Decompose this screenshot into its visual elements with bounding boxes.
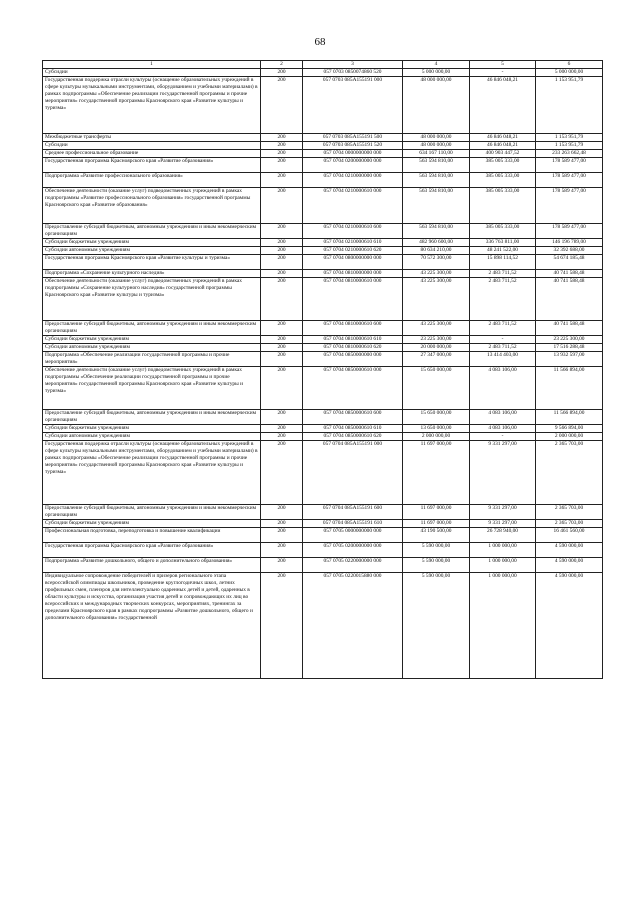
row-value-cell: 200: [261, 270, 303, 278]
table-row: [43, 352, 603, 367]
table-row: [43, 425, 603, 433]
row-value-cell: 5 000 000,00: [403, 69, 470, 77]
column-header: 5: [470, 61, 536, 69]
row-value-cell: 5 590 000,00: [403, 543, 470, 558]
row-value-cell: 057 0704 0210000610 610: [303, 239, 403, 247]
row-value-cell: 200: [261, 134, 303, 142]
row-value-cell: 46 846 048,21: [470, 142, 536, 150]
row-value-cell: 2 483 711,52: [470, 344, 536, 352]
row-name-cell: Государственная программа Красноярского края «Развитие образования»: [43, 543, 261, 558]
row-name-cell: Предоставление субсидий бюджетным, автономным учреждениям и иным некоммерческим организациям: [43, 224, 261, 239]
row-value-cell: 200: [261, 239, 303, 247]
row-value-cell: -: [470, 69, 536, 77]
row-value-cell: 200: [261, 158, 303, 173]
row-value-cell: 2 365 703,00: [536, 441, 603, 505]
row-value-cell: 200: [261, 520, 303, 528]
table-row: [43, 188, 603, 224]
row-value-cell: 200: [261, 528, 303, 543]
row-value-cell: 200: [261, 573, 303, 679]
table-row: [43, 441, 603, 505]
table-row: [43, 528, 603, 543]
row-value-cell: 200: [261, 173, 303, 188]
table-row: [43, 255, 603, 270]
row-value-cell: 563 594 810,00: [403, 173, 470, 188]
row-value-cell: 5 590 000,00: [403, 558, 470, 573]
row-value-cell: 200: [261, 150, 303, 158]
row-value-cell: 1 000 000,00: [470, 558, 536, 573]
row-value-cell: 43 225 300,00: [403, 278, 470, 321]
row-value-cell: 057 0704 085A155191 610: [303, 520, 403, 528]
row-value-cell: 057 0704 0800000000 000: [303, 255, 403, 270]
row-value-cell: 2 483 711,52: [470, 270, 536, 278]
row-value-cell: 482 960 600,00: [403, 239, 470, 247]
row-value-cell: 200: [261, 278, 303, 321]
row-value-cell: 057 0704 0000000000 000: [303, 150, 403, 158]
row-name-cell: Подпрограмма «Развитие профессионального образования»: [43, 173, 261, 188]
row-value-cell: 15 898 114,52: [470, 255, 536, 270]
table-row: [43, 150, 603, 158]
row-value-cell: 233 263 662,48: [536, 150, 603, 158]
table-row: [43, 239, 603, 247]
table-row: [43, 520, 603, 528]
row-name-cell: Государственная программа Красноярского края «Развитие образования»: [43, 158, 261, 173]
row-value-cell: 13 650 000,00: [403, 425, 470, 433]
row-value-cell: 1 000 000,00: [470, 573, 536, 679]
row-value-cell: 2 365 703,00: [536, 520, 603, 528]
row-name-cell: Обеспечение деятельности (оказание услуг) подведомственных учреждений в рамках подпрограммы «Сохранение культурного наследия» государственной программы Красноярского края «Развитие культуры и туризма»: [43, 278, 261, 321]
row-value-cell: 057 0704 0810000610 600: [303, 321, 403, 336]
row-name-cell: Субсидии автономным учреждениям: [43, 247, 261, 255]
row-value-cell: 16 461 560,00: [536, 528, 603, 543]
row-value-cell: 146 196 789,00: [536, 239, 603, 247]
row-value-cell: 057 0704 0210000610 600: [303, 224, 403, 239]
row-value-cell: 4 083 106,00: [470, 410, 536, 425]
row-name-cell: Обеспечение деятельности (оказание услуг) подведомственных учреждений в рамках подпрограммы «Обеспечение реализации государственной программы и прочие мероприятия» государственной программы Красноярского края «Развитие культуры и туризма»: [43, 367, 261, 410]
row-value-cell: 385 005 333,00: [470, 188, 536, 224]
table-row: [43, 134, 603, 142]
row-value-cell: 200: [261, 247, 303, 255]
column-header: 1: [43, 61, 261, 69]
row-value-cell: 178 589 477,00: [536, 188, 603, 224]
row-value-cell: 17 516 288,48: [536, 344, 603, 352]
table-row: [43, 142, 603, 150]
table-row: [43, 344, 603, 352]
row-name-cell: Государственная поддержка отрасли культуры (оснащение образовательных учреждений в сфере культуры музыкальными инструментами, оборудованием и учебными материалами) в рамках подпрограммы «Обеспечение реализации государственной программы и прочие мероприятия» государственной программы Красноярского края «Развитие культуры и туризма»: [43, 77, 261, 134]
row-value-cell: 1 153 951,79: [536, 77, 603, 134]
table-row: [43, 505, 603, 520]
budget-table: [42, 60, 603, 679]
row-value-cell: 200: [261, 543, 303, 558]
row-value-cell: 200: [261, 188, 303, 224]
table-row: [43, 69, 603, 77]
row-value-cell: 2 483 711,52: [470, 278, 536, 321]
row-value-cell: 563 594 810,00: [403, 224, 470, 239]
row-name-cell: Субсидии: [43, 142, 261, 150]
row-value-cell: 27 347 000,00: [403, 352, 470, 367]
row-value-cell: 400 903 447,52: [470, 150, 536, 158]
table-row: [43, 278, 603, 321]
row-value-cell: 200: [261, 224, 303, 239]
column-header: 6: [536, 61, 603, 69]
row-value-cell: 2 000 000,00: [403, 433, 470, 441]
table-row: [43, 321, 603, 336]
row-name-cell: Субсидии автономным учреждениям: [43, 433, 261, 441]
row-value-cell: 336 763 811,00: [470, 239, 536, 247]
row-value-cell: 200: [261, 255, 303, 270]
row-value-cell: 385 005 333,00: [470, 158, 536, 173]
row-value-cell: 15 650 000,00: [403, 367, 470, 410]
row-value-cell: 11 566 894,00: [536, 367, 603, 410]
row-value-cell: 40 741 588,48: [536, 321, 603, 336]
row-value-cell: 057 0704 085A155191 600: [303, 505, 403, 520]
row-value-cell: 80 634 210,00: [403, 247, 470, 255]
row-value-cell: 057 0705 0000000000 000: [303, 528, 403, 543]
column-header-row: [43, 61, 603, 69]
row-value-cell: 057 0704 0810000610 000: [303, 278, 403, 321]
table-row: [43, 367, 603, 410]
row-name-cell: Субсидии: [43, 69, 261, 77]
row-name-cell: Подпрограмма «Обеспечение реализации государственной программы и прочие мероприятия»: [43, 352, 261, 367]
row-name-cell: Подпрограмма «Сохранение культурного наследия»: [43, 270, 261, 278]
table-row: [43, 543, 603, 558]
row-value-cell: 057 0704 0850000610 600: [303, 410, 403, 425]
row-value-cell: 200: [261, 425, 303, 433]
row-value-cell: 200: [261, 352, 303, 367]
row-value-cell: 43 225 300,00: [403, 321, 470, 336]
row-value-cell: 057 0704 0810000000 000: [303, 270, 403, 278]
row-name-cell: Индивидуальное сопровождение победителей и призеров регионального этапа всероссийской олимпиады школьников, проведение круглогодичных школ, летних профильных смен, пленэров для интеллектуально одаренных детей и детей, одаренных в области культуры и искусства, организация участия детей и сопровождающих их лиц во всероссийских и международных творческих конкурсах, мероприятиях, тренингах за пределами Красноярского края в рамках подпрограммы «Развитие дошкольного, общего и дополнительного образования» государственной: [43, 573, 261, 679]
row-value-cell: 057 0704 0850000610 000: [303, 367, 403, 410]
table-row: [43, 77, 603, 134]
row-value-cell: 200: [261, 77, 303, 134]
row-name-cell: Субсидии бюджетным учреждениям: [43, 336, 261, 344]
row-value-cell: 057 0704 0200000000 000: [303, 158, 403, 173]
row-value-cell: 385 005 333,00: [470, 173, 536, 188]
row-value-cell: 23 225 300,00: [536, 336, 603, 344]
row-value-cell: 15 650 000,00: [403, 410, 470, 425]
row-value-cell: 057 0704 0850000610 620: [303, 433, 403, 441]
row-value-cell: 057 0703 085A155191 520: [303, 142, 403, 150]
row-value-cell: 46 846 048,21: [470, 77, 536, 134]
table-row: [43, 247, 603, 255]
row-value-cell: 48 000 000,00: [403, 142, 470, 150]
table-row: [43, 224, 603, 239]
row-value-cell: 200: [261, 69, 303, 77]
row-name-cell: Предоставление субсидий бюджетным, автономным учреждениям и иным некоммерческим организациям: [43, 410, 261, 425]
row-value-cell: 9 331 297,00: [470, 441, 536, 505]
row-value-cell: 23 225 300,00: [403, 336, 470, 344]
row-value-cell: 9 566 894,00: [536, 425, 603, 433]
row-name-cell: Межбюджетные трансферты: [43, 134, 261, 142]
row-value-cell: 2 365 703,00: [536, 505, 603, 520]
row-value-cell: 2 483 711,52: [470, 321, 536, 336]
row-value-cell: 178 589 477,00: [536, 158, 603, 173]
row-name-cell: Субсидии бюджетным учреждениям: [43, 425, 261, 433]
row-value-cell: 200: [261, 321, 303, 336]
row-value-cell: 1 153 951,79: [536, 134, 603, 142]
table-row: [43, 433, 603, 441]
row-value-cell: 200: [261, 441, 303, 505]
row-value-cell: 200: [261, 336, 303, 344]
row-value-cell: 5 590 000,00: [403, 573, 470, 679]
row-value-cell: 057 0703 085A155191 500: [303, 134, 403, 142]
row-value-cell: 057 0703 085A155191 000: [303, 77, 403, 134]
row-value-cell: 200: [261, 433, 303, 441]
column-header: 4: [403, 61, 470, 69]
row-value-cell: 40 741 588,48: [536, 278, 603, 321]
row-value-cell: -: [470, 433, 536, 441]
row-value-cell: 40 741 588,48: [536, 270, 603, 278]
row-value-cell: 200: [261, 142, 303, 150]
row-value-cell: 057 0705 0220015880 000: [303, 573, 403, 679]
row-value-cell: 11 566 894,00: [536, 410, 603, 425]
row-value-cell: 057 0705 0200000000 000: [303, 543, 403, 558]
row-value-cell: 057 0704 0810000610 620: [303, 344, 403, 352]
row-value-cell: 385 005 333,00: [470, 224, 536, 239]
row-value-cell: 057 0704 0210000610 620: [303, 247, 403, 255]
row-value-cell: 563 594 810,00: [403, 188, 470, 224]
column-header: 3: [303, 61, 403, 69]
row-value-cell: 057 0704 0850000610 610: [303, 425, 403, 433]
row-value-cell: 200: [261, 558, 303, 573]
row-name-cell: Субсидии автономным учреждениям: [43, 344, 261, 352]
row-value-cell: 178 589 477,00: [536, 173, 603, 188]
row-value-cell: -: [470, 336, 536, 344]
row-value-cell: 4 590 000,00: [536, 558, 603, 573]
row-value-cell: 634 167 110,00: [403, 150, 470, 158]
row-value-cell: 20 000 000,00: [403, 344, 470, 352]
row-value-cell: 43 190 500,00: [403, 528, 470, 543]
row-value-cell: 48 000 000,00: [403, 77, 470, 134]
row-value-cell: 200: [261, 410, 303, 425]
page-number: 68: [314, 36, 326, 48]
budget-table-body: [43, 61, 603, 679]
row-value-cell: 563 594 810,00: [403, 158, 470, 173]
row-value-cell: 11 697 000,00: [403, 520, 470, 528]
row-value-cell: 9 331 297,00: [470, 520, 536, 528]
table-row: [43, 270, 603, 278]
row-value-cell: 46 846 048,21: [470, 134, 536, 142]
row-value-cell: 057 0705 0220000000 000: [303, 558, 403, 573]
row-value-cell: 4 083 106,00: [470, 425, 536, 433]
row-value-cell: 178 589 477,00: [536, 224, 603, 239]
row-value-cell: 057 0704 085A155191 000: [303, 441, 403, 505]
row-value-cell: 057 0703 0850074860 520: [303, 69, 403, 77]
table-row: [43, 173, 603, 188]
row-value-cell: 1 000 000,00: [470, 543, 536, 558]
row-name-cell: Профессиональная подготовка, переподготовка и повышение квалификации: [43, 528, 261, 543]
row-value-cell: 200: [261, 344, 303, 352]
table-row: [43, 158, 603, 173]
row-name-cell: Предоставление субсидий бюджетным, автономным учреждениям и иным некоммерческим организациям: [43, 505, 261, 520]
table-row: [43, 410, 603, 425]
row-value-cell: 200: [261, 505, 303, 520]
row-name-cell: Государственная программа Красноярского края «Развитие культуры и туризма»: [43, 255, 261, 270]
row-name-cell: Подпрограмма «Развитие дошкольного, общего и дополнительного образования»: [43, 558, 261, 573]
row-value-cell: 11 697 000,00: [403, 441, 470, 505]
row-value-cell: 13 414 403,00: [470, 352, 536, 367]
row-value-cell: 48 000 000,00: [403, 134, 470, 142]
row-name-cell: Среднее профессиональное образование: [43, 150, 261, 158]
row-value-cell: 057 0704 0810000610 610: [303, 336, 403, 344]
row-value-cell: 1 153 951,79: [536, 142, 603, 150]
row-value-cell: 5 000 000,00: [536, 69, 603, 77]
row-value-cell: 4 590 000,00: [536, 543, 603, 558]
table-row: [43, 336, 603, 344]
table-row: [43, 558, 603, 573]
row-name-cell: Государственная поддержка отрасли культуры (оснащение образовательных учреждений в сфере культуры музыкальными инструментами, оборудованием и учебными материалами) в рамках подпрограммы «Обеспечение реализации государственной программы и прочие мероприятия» государственной программы Красноярского края «Развитие культуры и туризма»: [43, 441, 261, 505]
row-value-cell: 057 0704 0210000000 000: [303, 173, 403, 188]
row-name-cell: Субсидии бюджетным учреждениям: [43, 239, 261, 247]
row-value-cell: 4 590 000,00: [536, 573, 603, 679]
row-value-cell: 32 392 688,00: [536, 247, 603, 255]
row-value-cell: 9 331 297,00: [470, 505, 536, 520]
row-value-cell: 2 000 000,00: [536, 433, 603, 441]
row-name-cell: Обеспечение деятельности (оказание услуг) подведомственных учреждений в рамках подпрограммы «Развитие профессионального образования» государственной программы Красноярского края «Развитие образования»: [43, 188, 261, 224]
row-value-cell: 26 728 940,00: [470, 528, 536, 543]
table-row: [43, 573, 603, 679]
row-value-cell: 43 225 300,00: [403, 270, 470, 278]
row-value-cell: 70 572 300,00: [403, 255, 470, 270]
row-value-cell: 057 0704 0850000000 000: [303, 352, 403, 367]
row-value-cell: 54 674 185,48: [536, 255, 603, 270]
row-value-cell: 200: [261, 367, 303, 410]
row-name-cell: Субсидии бюджетным учреждениям: [43, 520, 261, 528]
row-value-cell: 13 932 597,00: [536, 352, 603, 367]
column-header: 2: [261, 61, 303, 69]
row-value-cell: 4 083 106,00: [470, 367, 536, 410]
row-name-cell: Предоставление субсидий бюджетным, автономным учреждениям и иным некоммерческим организациям: [43, 321, 261, 336]
row-value-cell: 48 241 522,00: [470, 247, 536, 255]
row-value-cell: 11 697 000,00: [403, 505, 470, 520]
row-value-cell: 057 0704 0210000610 000: [303, 188, 403, 224]
